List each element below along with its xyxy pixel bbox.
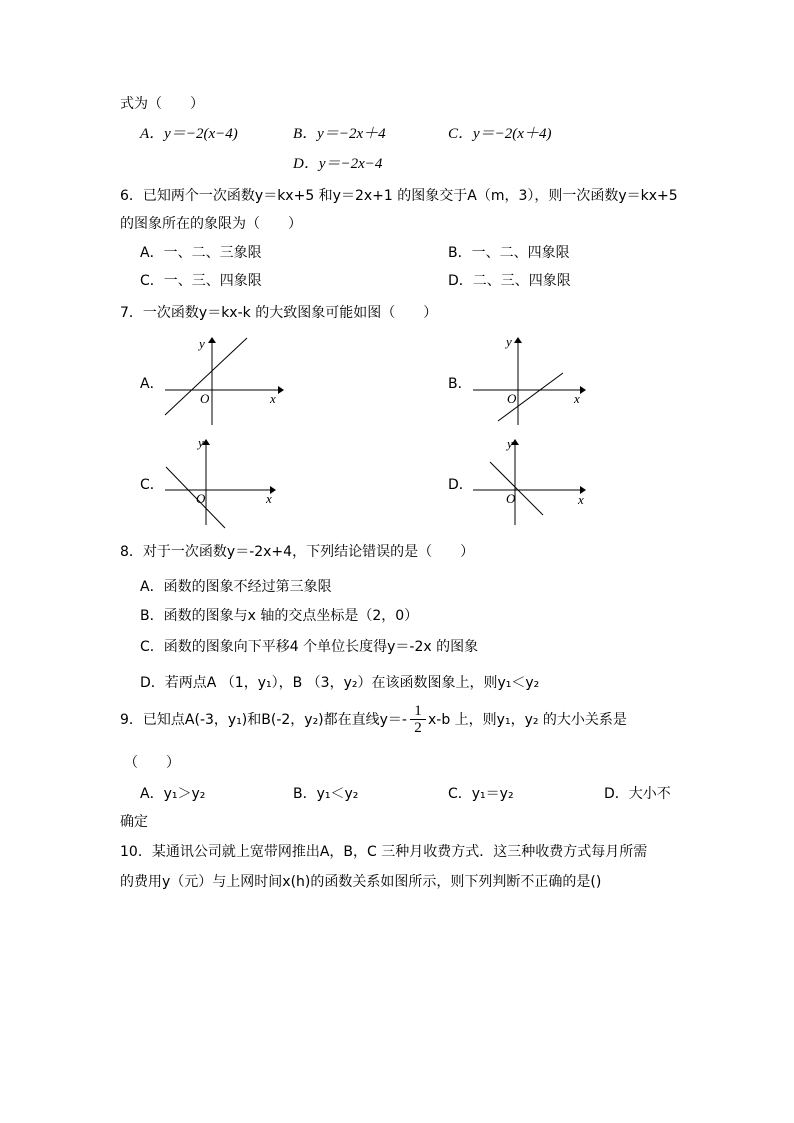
q10-stem-line2: 的费用y（元）与上网时间x(h)的函数关系如图所示，则下列判断不正确的是() (120, 874, 602, 890)
q9-stem-line2: （ ） (124, 755, 180, 771)
q7-stem: 7．一次函数y＝kx-k 的大致图象可能如图（ ） (120, 305, 438, 321)
q6-option-c: C．一、三、四象限 (140, 273, 262, 289)
q7-graph-c (160, 435, 285, 530)
q6-option-a: A．一、二、三象限 (140, 245, 262, 261)
y-axis-label: y (507, 436, 513, 451)
q6-stem-line2: 的图象所在的象限为（ ） (120, 216, 302, 232)
q7-graph-a (160, 335, 285, 430)
y-axis-arrow (514, 337, 522, 343)
q8-option-a: A．函数的图象不经过第三象限 (140, 579, 332, 595)
y-axis-label: y (199, 336, 205, 351)
q9-fraction (410, 703, 426, 736)
y-axis-arrow (208, 337, 216, 343)
q7-graph-d (468, 435, 593, 530)
q8-option-c: C．函数的图象向下平移4 个单位长度得y＝-2x 的图象 (140, 639, 479, 655)
function-line (490, 462, 543, 515)
y-axis-label: y (506, 334, 512, 349)
q7-option-d-label: D． (448, 477, 473, 493)
y-axis-label: y (198, 435, 204, 450)
q5-option-d: D．y＝−2x−4 (293, 156, 383, 172)
x-axis-label: x (266, 491, 272, 506)
q5-option-c: C．y＝−2(x＋4) (448, 126, 552, 142)
q7-option-b-label: B． (448, 376, 472, 392)
x-axis-label: x (270, 391, 276, 406)
q6-stem-line1: 6．已知两个一次函数y＝kx+5 和y＝2x+1 的图象交于A（m，3），则一次函数y＝kx+5 (120, 188, 678, 204)
x-axis-arrow (580, 386, 586, 394)
q9-option-b: B．y₁＜y₂ (293, 786, 359, 802)
q9-option-c: C．y₁＝y₂ (448, 786, 514, 802)
q6-option-b: B．一、二、四象限 (448, 245, 570, 261)
q5-stem-end: 式为（ ） (120, 96, 204, 112)
q9-option-a: A．y₁＞y₂ (140, 786, 206, 802)
x-axis-label: x (574, 391, 580, 406)
q9-fraction-denominator: 2 (414, 720, 422, 736)
origin-label: O (507, 391, 517, 406)
origin-label: O (200, 391, 210, 406)
q9-stem-post: x-b 上，则y₁，y₂ 的大小关系是 (428, 712, 627, 728)
q9-fraction-numerator: 1 (410, 703, 426, 720)
q9-option-d: D．大小不 (604, 786, 671, 802)
q8-stem: 8．对于一次函数y＝-2x+4，下列结论错误的是（ ） (120, 544, 475, 560)
q5-option-a: A．y＝−2(x−4) (140, 126, 238, 142)
q7-graph-b (468, 335, 593, 430)
q9-option-d-wrap: 确定 (120, 814, 148, 830)
q8-option-b: B．函数的图象与x 轴的交点坐标是（2，0） (140, 608, 419, 624)
q9-stem-pre: 9．已知点A(-3，y₁)和B(-2，y₂)都在直线y＝- (120, 712, 407, 728)
q5-option-b: B．y＝−2x＋4 (293, 126, 386, 142)
q7-option-a-label: A． (140, 376, 164, 392)
x-axis-label: x (578, 492, 584, 507)
q6-option-d: D．二、三、四象限 (448, 273, 571, 289)
q8-option-d: D．若两点A （1，y₁），B （3，y₂）在该函数图象上，则y₁＜y₂ (140, 675, 540, 691)
origin-label: O (506, 491, 516, 506)
x-axis-arrow (278, 386, 284, 394)
origin-label: O (196, 491, 206, 506)
q7-option-c-label: C． (140, 477, 164, 493)
q10-stem-line1: 10．某通讯公司就上宽带网推出A，B，C 三种月收费方式．这三种收费方式每月所需 (120, 844, 648, 860)
